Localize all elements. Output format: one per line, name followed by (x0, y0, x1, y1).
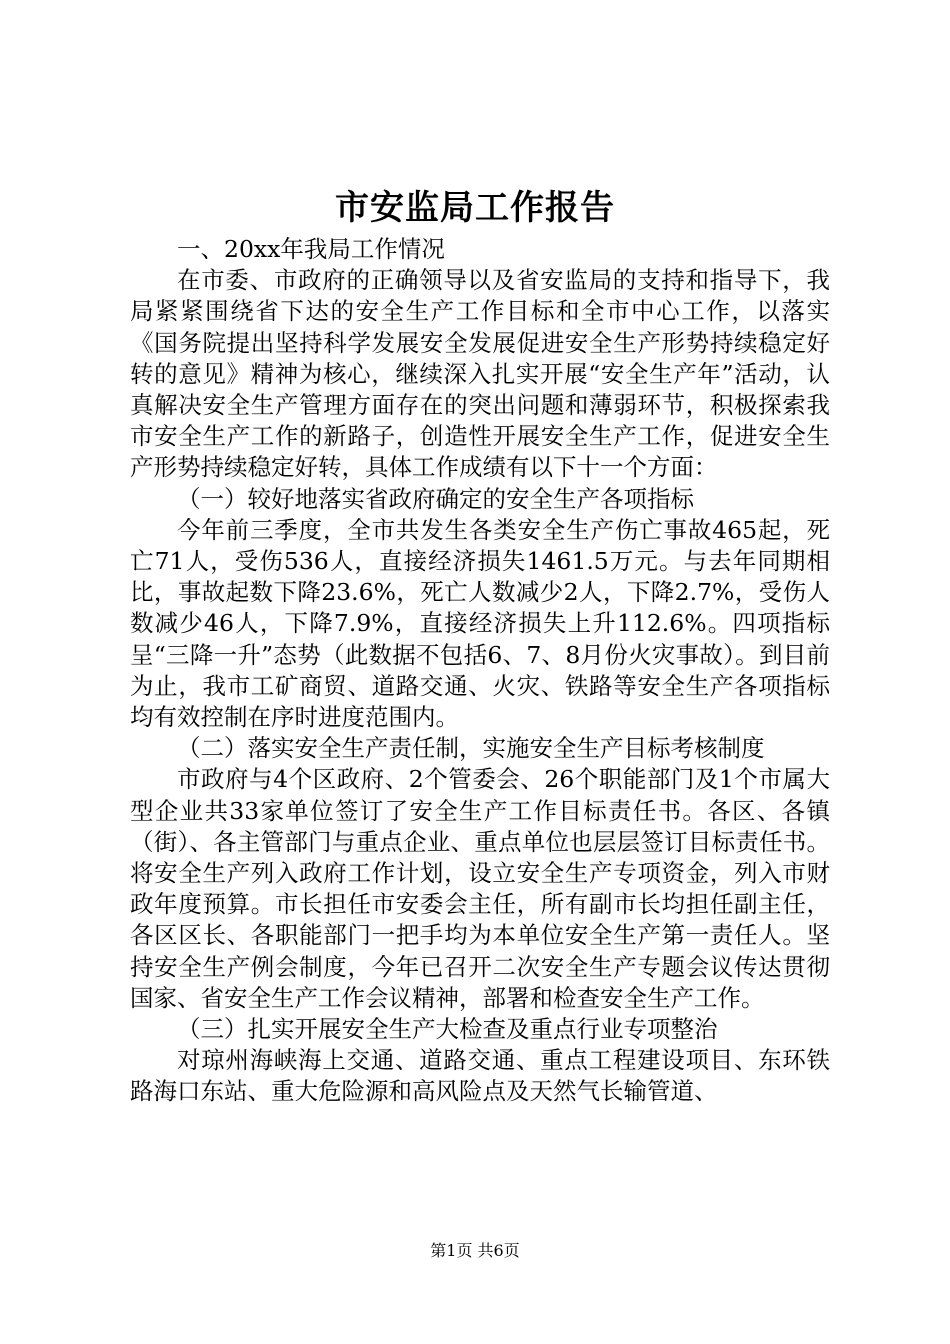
subsection-heading: （一）较好地落实省政府确定的安全生产各项指标 (177, 484, 694, 513)
document-body (130, 234, 830, 1108)
body-paragraph: 市政府与4个区政府、2个管委会、26个职能部门及1个市属大型企业共33家单位签订了安全生产工作目标责任书。各区、各镇（街）、各主管部门与重点企业、重点单位也层层签订目标责任书。将安全生产列入政府工作计划，设立安全生产专项资金，列入市财政年度预算。市长担任市安委会主任，所有副市长均担任副主任，各区区长、各职能部门一把手均为本单位安全生产第一责任人。坚持安全生产例会制度，今年已召开二次安全生产专题会议传达贯彻国家、省安全生产工作会议精神，部署和检查安全生产工作。 (130, 765, 830, 1012)
body-paragraph: 今年前三季度，全市共发生各类安全生产伤亡事故465起，死亡71人，受伤536人，直接经济损失1461.5万元。与去年同期相比，事故起数下降23.6%，死亡人数减少2人，下降2.7%，受伤人数减少46人，下降7.9%，直接经济损失上升112.6%。四项指标呈“三降一升”态势（此数据不包括6、7、8月份火灾事故）。到目前为止，我市工矿商贸、道路交通、火灾、铁路等安全生产各项指标均有效控制在序时进度范围内。 (130, 515, 830, 732)
body-paragraph: 对琼州海峡海上交通、道路交通、重点工程建设项目、东环铁路海口东站、重大危险源和高风险点及天然气长输管道、 (130, 1046, 830, 1106)
document-title: 市安监局工作报告 (335, 188, 615, 228)
subsection-heading: （三）扎实开展安全生产大检查及重点行业专项整治 (177, 1015, 718, 1044)
page-number-footer: 第1页 共6页 (430, 1241, 520, 1260)
subsection-heading: （二）落实安全生产责任制，实施安全生产目标考核制度 (177, 734, 765, 763)
section-heading: 一、20xx年我局工作情况 (177, 235, 445, 263)
body-paragraph: 在市委、市政府的正确领导以及省安监局的支持和指导下，我局紧紧围绕省下达的安全生产工作目标和全市中心工作，以落实《国务院提出坚持科学发展安全发展促进安全生产形势持续稳定好转的意见》精神为核心，继续深入扎实开展“安全生产年”活动，认真解决安全生产管理方面存在的突出问题和薄弱环节，积极探索我市安全生产工作的新路子，创造性开展安全生产工作，促进安全生产形势持续稳定好转，具体工作成绩有以下十一个方面： (130, 266, 830, 482)
